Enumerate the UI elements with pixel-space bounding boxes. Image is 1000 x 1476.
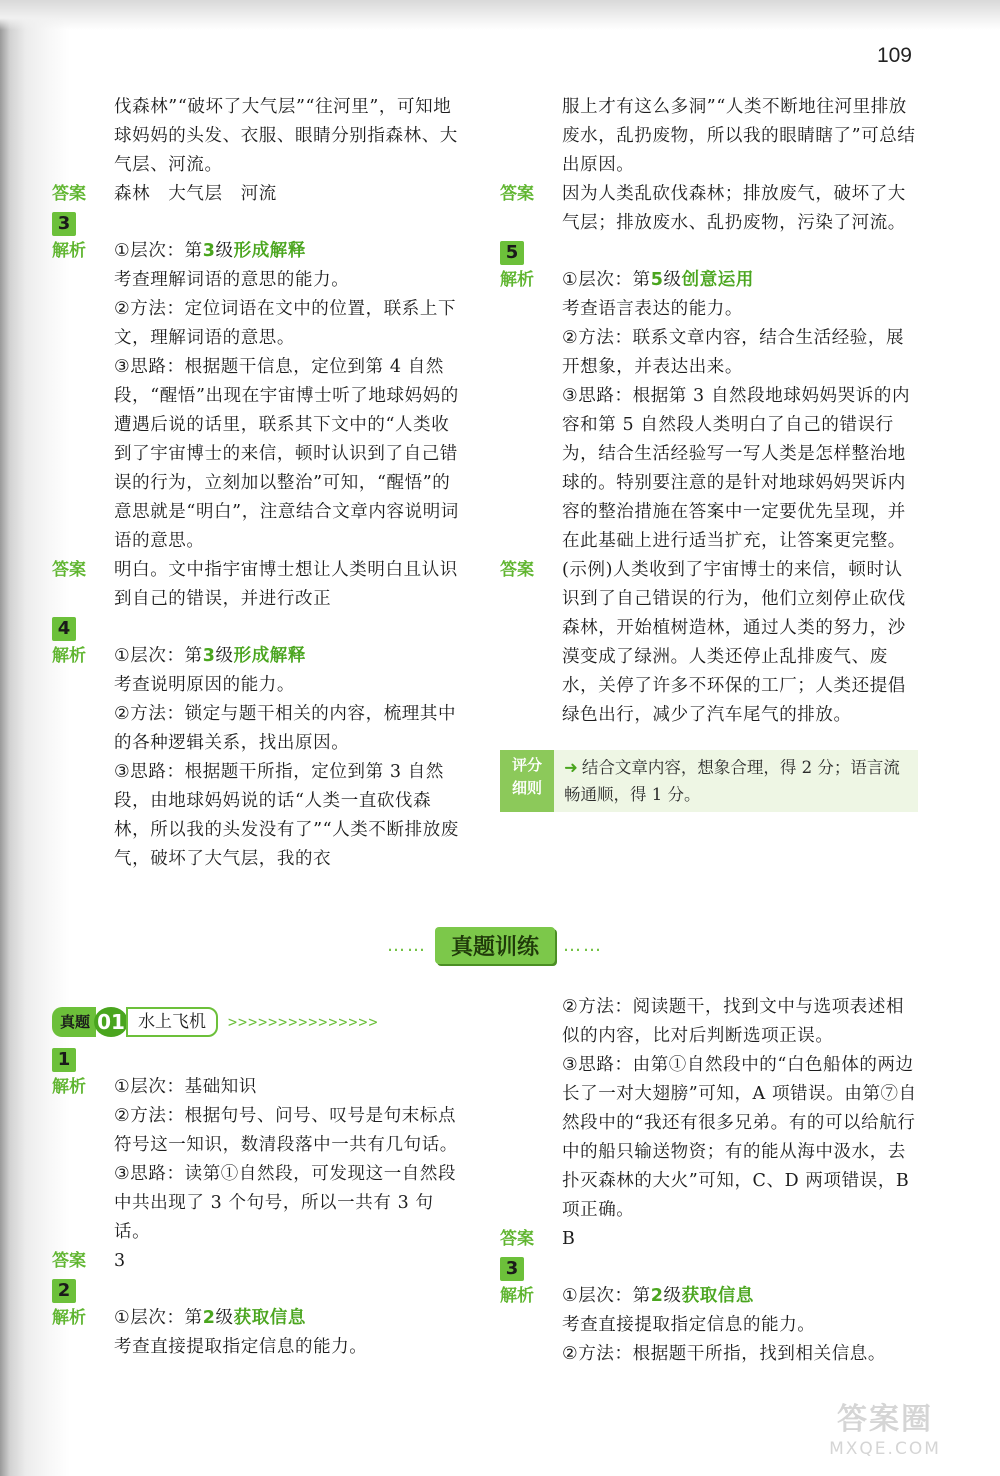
question-number-badge: 1 bbox=[52, 1048, 76, 1072]
section-title: 真题训练 bbox=[435, 927, 555, 964]
skill-line: 考查直接提取指定信息的能力。 bbox=[114, 1337, 368, 1357]
exam-left-column bbox=[52, 1005, 466, 1362]
exam-number: 01 bbox=[94, 1007, 128, 1037]
idea-line: ③思路：根据第 3 自然段地球妈妈哭诉的内容和第 5 自然段人类明白了自己的错误行为，结合生活经验写一写人类是怎样整治地球的。特别要注意的是针对地球妈妈哭诉内容的整治措施在答案中一定要优先呈现，并在此基础上进行适当扩充，让答案更完整。 bbox=[562, 386, 911, 551]
answer-row bbox=[52, 180, 466, 209]
analysis-label: 解析 bbox=[52, 1308, 86, 1328]
scoring-label: 评分 细则 bbox=[500, 750, 554, 812]
idea-line: ③思路：根据题干信息，定位到第 4 自然段，“醒悟”出现在宇宙博士听了地球妈妈的遭遇后说的话里，联系其下文中的“人类收到了宇宙博士的来信，顿时认识到了自己错误的行为，立刻加以整治”可知，“醒悟”的意思就是“明白”，注意结合文章内容说明词语的意思。 bbox=[114, 357, 459, 551]
exam-question-2 bbox=[52, 1276, 466, 1362]
answer-label: 答案 bbox=[500, 184, 534, 204]
question-number-badge: 5 bbox=[500, 241, 524, 265]
answer-text: B bbox=[562, 1229, 576, 1249]
continued-paragraph: 服上才有这么多洞”“人类不断地往河里排放废水，乱扔废物，所以我的眼睛瞎了”可总结出原因。 bbox=[562, 97, 916, 175]
skill-line: 考查语言表达的能力。 bbox=[562, 299, 743, 319]
answer-text: 3 bbox=[114, 1251, 126, 1271]
question-number-badge: 2 bbox=[52, 1279, 76, 1303]
answer-label: 答案 bbox=[52, 184, 86, 204]
level-line: ①层次：第2级获取信息 bbox=[114, 1308, 306, 1328]
question-number-badge: 3 bbox=[52, 212, 76, 236]
analysis-label: 解析 bbox=[52, 646, 86, 666]
exam-right-column bbox=[500, 993, 918, 1369]
exam-question-1 bbox=[52, 1045, 466, 1276]
skill-line: 考查说明原因的能力。 bbox=[114, 675, 295, 695]
exam-q2-continued bbox=[500, 993, 918, 1225]
answer-text: 明白。文中指宇宙博士想让人类明白且认识到自己的错误，并进行改正 bbox=[114, 560, 458, 609]
method-line: ②方法：根据句号、问号、叹号是句末标点符号这一知识，数清段落中一共有几句话。 bbox=[114, 1106, 458, 1155]
section-banner: …… 真题训练 …… bbox=[360, 925, 630, 965]
question-number-badge: 4 bbox=[52, 617, 76, 641]
analysis-label: 解析 bbox=[52, 241, 86, 261]
analysis-label: 解析 bbox=[500, 270, 534, 290]
level-line: ①层次：第3级形成解释 bbox=[114, 241, 306, 261]
exam-question-3 bbox=[500, 1254, 918, 1369]
idea-line: ③思路：根据题干所指，定位到第 3 自然段，由地球妈妈说的话“人类一直砍伐森林，所以我的头发没有了”“人类不断排放废气，破坏了大气层，我的衣 bbox=[114, 762, 459, 869]
exam-title: 水上飞机 bbox=[126, 1007, 218, 1037]
level-line: ①层次：第3级形成解释 bbox=[114, 646, 306, 666]
idea-line: ③思路：由第①自然段中的“白色船体的两边长了一对大翅膀”可知，A 项错误。由第⑦自然段中的“我还有很多兄弟。有的可以给航行中的船只输送物资；有的能从海中汲水，去扑灭森林的大火”可知，C、D 两项错误，B 项正确。 bbox=[562, 1055, 917, 1220]
idea-line: ③思路：读第①自然段，可发现这一自然段中共出现了 3 个句号，所以一共有 3 句话。 bbox=[114, 1164, 457, 1242]
answer-label: 答案 bbox=[52, 560, 86, 580]
scoring-rules bbox=[500, 750, 918, 812]
arrows-decoration: >>>>>>>>>>>>>>> bbox=[228, 1013, 379, 1031]
exam-header bbox=[52, 1005, 466, 1039]
question-5-block bbox=[500, 238, 918, 812]
answer-label: 答案 bbox=[500, 560, 534, 580]
page-number: 109 bbox=[876, 44, 912, 67]
exam-tab: 真题 bbox=[52, 1007, 96, 1037]
answer-label: 答案 bbox=[500, 1229, 534, 1249]
method-line: ②方法：联系文章内容，结合生活经验，展开想象，并表达出来。 bbox=[562, 328, 905, 377]
watermark: 答案圈 MXQE.COM bbox=[829, 1402, 941, 1459]
question-3-block bbox=[52, 209, 466, 614]
scan-top-shadow bbox=[0, 0, 1000, 30]
analysis-label: 解析 bbox=[52, 1077, 86, 1097]
question-number-badge: 3 bbox=[500, 1257, 524, 1281]
answer-text: (示例)人类收到了宇宙博士的来信，顿时认识到了自己错误的行为，他们立刻停止砍伐森林，开始植树造林，通过人类的努力，沙漠变成了绿洲。人类还停止乱排废气、废水，关停了许多不环保的工厂；人类还提倡绿色出行，减少了汽车尾气的排放。 bbox=[562, 560, 906, 725]
arrow-right-icon: ➜ bbox=[564, 758, 578, 777]
skill-line: 考查直接提取指定信息的能力。 bbox=[562, 1315, 816, 1335]
skill-line: 考查理解词语的意思的能力。 bbox=[114, 270, 350, 290]
right-column bbox=[500, 93, 918, 812]
scoring-text: 结合文章内容，想象合理，得 2 分；语言流畅通顺，得 1 分。 bbox=[564, 758, 900, 804]
left-column bbox=[52, 93, 466, 874]
answer-text: 森林 大气层 河流 bbox=[114, 184, 277, 204]
method-line: ②方法：阅读题干，找到文中与选项表述相似的内容，比对后判断选项正误。 bbox=[562, 997, 905, 1046]
level-line: ①层次：基础知识 bbox=[114, 1077, 257, 1097]
answer-text: 因为人类乱砍伐森林；排放废气，破坏了大气层；排放废水、乱扔废物，污染了河流。 bbox=[562, 184, 906, 233]
continued-paragraph: 伐森林”“破坏了大气层”“往河里”，可知地球妈妈的头发、衣服、眼睛分别指森林、大气层、河流。 bbox=[114, 97, 458, 175]
level-line: ①层次：第2级获取信息 bbox=[562, 1286, 754, 1306]
method-line: ②方法：锁定与题干相关的内容，梳理其中的各种逻辑关系，找出原因。 bbox=[114, 704, 457, 753]
method-line: ②方法：根据题干所指，找到相关信息。 bbox=[562, 1344, 886, 1364]
answer-label: 答案 bbox=[52, 1251, 86, 1271]
question-4-block bbox=[52, 614, 466, 874]
answer-row bbox=[500, 180, 918, 238]
analysis-label: 解析 bbox=[500, 1286, 534, 1306]
method-line: ②方法：定位词语在文中的位置，联系上下文，理解词语的意思。 bbox=[114, 299, 457, 348]
level-line: ①层次：第5级创意运用 bbox=[562, 270, 754, 290]
